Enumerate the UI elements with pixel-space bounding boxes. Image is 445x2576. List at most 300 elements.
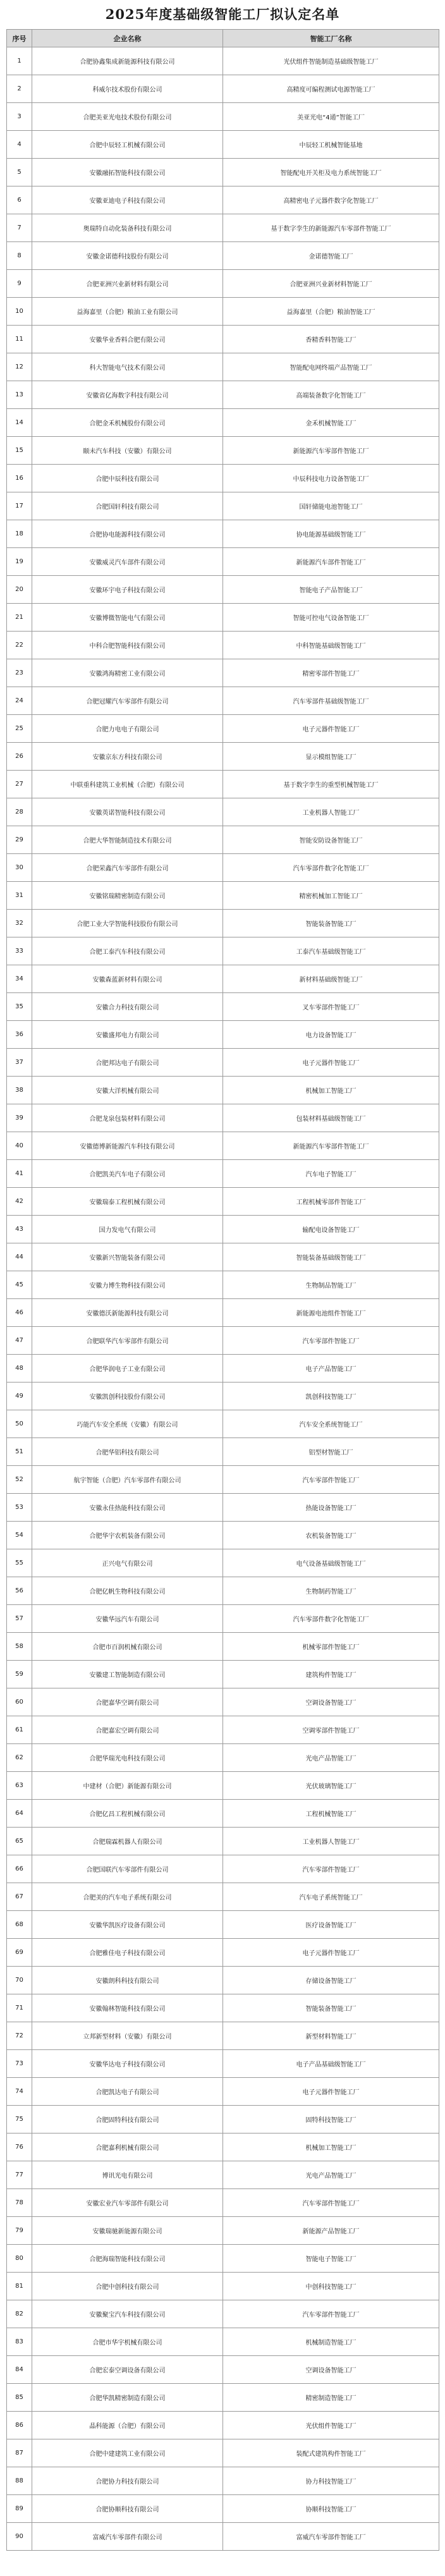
table-row bbox=[7, 75, 439, 103]
factory-name: 光伏玻璃智能工厂 bbox=[223, 1772, 439, 1800]
row-index: 24 bbox=[7, 687, 32, 715]
table-row bbox=[7, 632, 439, 659]
factory-name: 电子产品智能工厂 bbox=[223, 1355, 439, 1383]
factory-name: 光伏组件智能制造基础级智能工厂 bbox=[223, 47, 439, 75]
table-row bbox=[7, 826, 439, 854]
factory-name: 工泰汽车基础级智能工厂 bbox=[223, 937, 439, 965]
table-row bbox=[7, 1188, 439, 1216]
company-name: 安徽盛邦电力有限公司 bbox=[32, 1021, 223, 1049]
factory-name: 协力科技智能工厂 bbox=[223, 2467, 439, 2495]
table-row bbox=[7, 771, 439, 798]
factory-name: 智能电子产品智能工厂 bbox=[223, 576, 439, 604]
factory-name: 电子产品基础级智能工厂 bbox=[223, 2050, 439, 2078]
table-row bbox=[7, 1160, 439, 1188]
factory-name: 国轩储能电池智能工厂 bbox=[223, 492, 439, 520]
row-index: 88 bbox=[7, 2467, 32, 2495]
factory-name: 显示模组智能工厂 bbox=[223, 743, 439, 771]
factory-list-table bbox=[6, 29, 439, 2551]
company-name: 巧能汽车安全系统（安徽）有限公司 bbox=[32, 1410, 223, 1438]
row-index: 77 bbox=[7, 2161, 32, 2189]
row-index: 61 bbox=[7, 1716, 32, 1744]
company-name: 合肥海瑞智能科技有限公司 bbox=[32, 2245, 223, 2273]
company-name: 中联重科建筑工业机械（合肥）有限公司 bbox=[32, 771, 223, 798]
company-name: 合肥中辰科技有限公司 bbox=[32, 465, 223, 492]
table-row bbox=[7, 1633, 439, 1661]
factory-name: 新能源电池组件智能工厂 bbox=[223, 1299, 439, 1327]
factory-name: 金禾机械智能工厂 bbox=[223, 409, 439, 437]
factory-name: 汽车电子智能工厂 bbox=[223, 1160, 439, 1188]
company-name: 安徽华达电子科技有限公司 bbox=[32, 2050, 223, 2078]
factory-name: 叉车零部件智能工厂 bbox=[223, 993, 439, 1021]
row-index: 31 bbox=[7, 882, 32, 910]
factory-name: 智能配电开关柜及电力系统智能工厂 bbox=[223, 159, 439, 186]
factory-name: 高精密电子元器件数字化智能工厂 bbox=[223, 186, 439, 214]
table-row bbox=[7, 1494, 439, 1522]
company-name: 合肥华铝科技有限公司 bbox=[32, 1438, 223, 1466]
company-name: 合肥凯达电子有限公司 bbox=[32, 2078, 223, 2106]
row-index: 68 bbox=[7, 1911, 32, 1939]
row-index: 20 bbox=[7, 576, 32, 604]
company-name: 安徽聚宝汽车科技有限公司 bbox=[32, 2300, 223, 2328]
table-row bbox=[7, 465, 439, 492]
factory-name: 中创科技智能工厂 bbox=[223, 2273, 439, 2300]
header-index: 序号 bbox=[7, 30, 32, 47]
factory-name: 光电产品智能工厂 bbox=[223, 1744, 439, 1772]
company-name: 合肥雅佳电子科技有限公司 bbox=[32, 1939, 223, 1967]
table-row bbox=[7, 1883, 439, 1911]
factory-name: 智能装备智能工厂 bbox=[223, 910, 439, 937]
table-row bbox=[7, 1967, 439, 1994]
row-index: 19 bbox=[7, 548, 32, 576]
table-row bbox=[7, 2273, 439, 2300]
row-index: 62 bbox=[7, 1744, 32, 1772]
factory-name: 工业机器人智能工厂 bbox=[223, 798, 439, 826]
factory-name: 汽车零部件智能工厂 bbox=[223, 1327, 439, 1355]
row-index: 63 bbox=[7, 1772, 32, 1800]
factory-name: 智能装备智能工厂 bbox=[223, 1994, 439, 2022]
factory-name: 汽车安全系统智能工厂 bbox=[223, 1410, 439, 1438]
factory-name: 电子元器件智能工厂 bbox=[223, 1049, 439, 1077]
row-index: 60 bbox=[7, 1688, 32, 1716]
table-row bbox=[7, 214, 439, 242]
table-row bbox=[7, 2300, 439, 2328]
company-name: 合肥协鑫集成新能源科技有限公司 bbox=[32, 47, 223, 75]
row-index: 59 bbox=[7, 1661, 32, 1688]
company-name: 合肥冠耀汽车零部件有限公司 bbox=[32, 687, 223, 715]
table-row bbox=[7, 1327, 439, 1355]
table-row bbox=[7, 1132, 439, 1160]
factory-name: 益海嘉里（合肥）粮油智能工厂 bbox=[223, 298, 439, 326]
company-name: 合肥大华智能制造技术有限公司 bbox=[32, 826, 223, 854]
document-title: 2025年度基础级智能工厂拟认定名单 bbox=[105, 6, 340, 22]
row-index: 21 bbox=[7, 604, 32, 632]
company-name: 安徽宏业汽车零部件有限公司 bbox=[32, 2189, 223, 2217]
row-index: 71 bbox=[7, 1994, 32, 2022]
table-row bbox=[7, 1216, 439, 1243]
factory-name: 合肥亚洲兴业新材料智能工厂 bbox=[223, 270, 439, 298]
row-index: 83 bbox=[7, 2328, 32, 2356]
row-index: 44 bbox=[7, 1243, 32, 1271]
table-row bbox=[7, 1049, 439, 1077]
row-index: 9 bbox=[7, 270, 32, 298]
company-name: 合肥华凯精密制造有限公司 bbox=[32, 2384, 223, 2412]
row-index: 22 bbox=[7, 632, 32, 659]
factory-name: 汽车零部件智能工厂 bbox=[223, 2189, 439, 2217]
table-row bbox=[7, 2189, 439, 2217]
row-index: 4 bbox=[7, 131, 32, 159]
company-name: 安徽铭瑞精密制造有限公司 bbox=[32, 882, 223, 910]
factory-name: 智能配电网终端产品智能工厂 bbox=[223, 353, 439, 381]
table-row bbox=[7, 2106, 439, 2133]
company-name: 安徽金诺德科技股份有限公司 bbox=[32, 242, 223, 270]
table-row bbox=[7, 1410, 439, 1438]
factory-name: 中辰轻工机械智能基地 bbox=[223, 131, 439, 159]
company-name: 合肥瑞霖机器人有限公司 bbox=[32, 1828, 223, 1855]
company-name: 安徽京东方科技有限公司 bbox=[32, 743, 223, 771]
company-name: 合肥亿昌工程机械有限公司 bbox=[32, 1800, 223, 1828]
row-index: 45 bbox=[7, 1271, 32, 1299]
row-index: 5 bbox=[7, 159, 32, 186]
company-name: 立邦新型材料（安徽）有限公司 bbox=[32, 2022, 223, 2050]
table-row bbox=[7, 2523, 439, 2551]
row-index: 66 bbox=[7, 1855, 32, 1883]
table-row bbox=[7, 1271, 439, 1299]
row-index: 3 bbox=[7, 103, 32, 131]
table-body bbox=[7, 47, 439, 2551]
company-name: 中科合肥智能科技有限公司 bbox=[32, 632, 223, 659]
row-index: 11 bbox=[7, 326, 32, 353]
table-row bbox=[7, 1716, 439, 1744]
factory-name: 农机装备智能工厂 bbox=[223, 1522, 439, 1549]
company-name: 合肥市百润机械有限公司 bbox=[32, 1633, 223, 1661]
row-index: 29 bbox=[7, 826, 32, 854]
table-row bbox=[7, 1772, 439, 1800]
company-name: 安徽合力科技有限公司 bbox=[32, 993, 223, 1021]
row-index: 15 bbox=[7, 437, 32, 465]
company-name: 合肥嘉宏空调有限公司 bbox=[32, 1716, 223, 1744]
company-name: 合肥工业大学智能科技股份有限公司 bbox=[32, 910, 223, 937]
factory-name: 中辰科技电力设备智能工厂 bbox=[223, 465, 439, 492]
company-name: 合肥国联汽车零部件有限公司 bbox=[32, 1855, 223, 1883]
factory-name: 装配式建筑构件智能工厂 bbox=[223, 2439, 439, 2467]
factory-name: 存储设备智能工厂 bbox=[223, 1967, 439, 1994]
row-index: 6 bbox=[7, 186, 32, 214]
company-name: 合肥工泰汽车科技有限公司 bbox=[32, 937, 223, 965]
row-index: 2 bbox=[7, 75, 32, 103]
company-name: 益海嘉里（合肥）粮油工业有限公司 bbox=[32, 298, 223, 326]
factory-name: 包装材料基础级智能工厂 bbox=[223, 1104, 439, 1132]
row-index: 8 bbox=[7, 242, 32, 270]
table-row bbox=[7, 1688, 439, 1716]
row-index: 26 bbox=[7, 743, 32, 771]
factory-name: 空调设备智能工厂 bbox=[223, 2356, 439, 2384]
company-name: 合肥嘉华空调有限公司 bbox=[32, 1688, 223, 1716]
factory-name: 精密零部件智能工厂 bbox=[223, 659, 439, 687]
company-name: 科大智能电气技术有限公司 bbox=[32, 353, 223, 381]
factory-name: 协顺科技智能工厂 bbox=[223, 2495, 439, 2523]
factory-name: 光伏组件智能工厂 bbox=[223, 2412, 439, 2439]
company-name: 合肥龙泉包装材料有限公司 bbox=[32, 1104, 223, 1132]
company-name: 合肥凯美汽车电子有限公司 bbox=[32, 1160, 223, 1188]
table-row bbox=[7, 1605, 439, 1633]
company-name: 安徽华业香料合肥有限公司 bbox=[32, 326, 223, 353]
row-index: 41 bbox=[7, 1160, 32, 1188]
row-index: 33 bbox=[7, 937, 32, 965]
company-name: 合肥中建建筑工业有限公司 bbox=[32, 2439, 223, 2467]
row-index: 38 bbox=[7, 1077, 32, 1104]
factory-name: 智能装备基础级智能工厂 bbox=[223, 1243, 439, 1271]
company-name: 航宇智能（合肥）汽车零部件有限公司 bbox=[32, 1466, 223, 1494]
factory-name: 中科智能基础级智能工厂 bbox=[223, 632, 439, 659]
company-name: 国力发电气有限公司 bbox=[32, 1216, 223, 1243]
factory-name: 建筑构件智能工厂 bbox=[223, 1661, 439, 1688]
factory-name: 精密制造智能工厂 bbox=[223, 2384, 439, 2412]
table-row bbox=[7, 381, 439, 409]
row-index: 85 bbox=[7, 2384, 32, 2412]
company-name: 安徽英诺智能科技有限公司 bbox=[32, 798, 223, 826]
company-name: 合肥固特科技有限公司 bbox=[32, 2106, 223, 2133]
table-row bbox=[7, 47, 439, 75]
table-row bbox=[7, 715, 439, 743]
row-index: 90 bbox=[7, 2523, 32, 2551]
factory-name: 固特科技智能工厂 bbox=[223, 2106, 439, 2133]
table-row bbox=[7, 1522, 439, 1549]
row-index: 54 bbox=[7, 1522, 32, 1549]
row-index: 58 bbox=[7, 1633, 32, 1661]
table-row bbox=[7, 910, 439, 937]
factory-name: 工程机械智能工厂 bbox=[223, 1800, 439, 1828]
row-index: 25 bbox=[7, 715, 32, 743]
factory-name: 机械制造智能工厂 bbox=[223, 2328, 439, 2356]
factory-name: 新能源汽车零部件智能工厂 bbox=[223, 437, 439, 465]
company-name: 合肥美亚光电技术股份有限公司 bbox=[32, 103, 223, 131]
table-row bbox=[7, 1021, 439, 1049]
table-row bbox=[7, 1355, 439, 1383]
row-index: 86 bbox=[7, 2412, 32, 2439]
company-name: 合肥中创科技有限公司 bbox=[32, 2273, 223, 2300]
factory-name: 机械加工智能工厂 bbox=[223, 2133, 439, 2161]
factory-name: 机械零部件智能工厂 bbox=[223, 1633, 439, 1661]
row-index: 67 bbox=[7, 1883, 32, 1911]
table-row bbox=[7, 1243, 439, 1271]
table-row bbox=[7, 326, 439, 353]
company-name: 合肥协电能源科技有限公司 bbox=[32, 520, 223, 548]
table-row bbox=[7, 548, 439, 576]
table-row bbox=[7, 1855, 439, 1883]
table-row bbox=[7, 1577, 439, 1605]
company-name: 安徽力博生物科技有限公司 bbox=[32, 1271, 223, 1299]
table-row bbox=[7, 437, 439, 465]
company-name: 安徽新兴智能装备有限公司 bbox=[32, 1243, 223, 1271]
table-row bbox=[7, 1911, 439, 1939]
factory-name: 汽车零部件数字化智能工厂 bbox=[223, 854, 439, 882]
company-name: 安徽华远汽车有限公司 bbox=[32, 1605, 223, 1633]
row-index: 82 bbox=[7, 2300, 32, 2328]
row-index: 42 bbox=[7, 1188, 32, 1216]
row-index: 87 bbox=[7, 2439, 32, 2467]
row-index: 89 bbox=[7, 2495, 32, 2523]
header-factory: 智能工厂名称 bbox=[223, 30, 439, 47]
company-name: 安徽建工智能制造有限公司 bbox=[32, 1661, 223, 1688]
factory-name: 新能源产品智能工厂 bbox=[223, 2217, 439, 2245]
company-name: 安徽威灵汽车部件有限公司 bbox=[32, 548, 223, 576]
company-name: 安徽德博新能源汽车科技有限公司 bbox=[32, 1132, 223, 1160]
table-row bbox=[7, 1549, 439, 1577]
row-index: 74 bbox=[7, 2078, 32, 2106]
row-index: 47 bbox=[7, 1327, 32, 1355]
factory-name: 空调零部件智能工厂 bbox=[223, 1716, 439, 1744]
table-row bbox=[7, 1383, 439, 1410]
factory-name: 汽车零部件基础级智能工厂 bbox=[223, 687, 439, 715]
table-row bbox=[7, 1744, 439, 1772]
factory-name: 新能源汽车零部件智能工厂 bbox=[223, 1132, 439, 1160]
factory-name: 汽车零部件数字化智能工厂 bbox=[223, 1605, 439, 1633]
company-name: 合肥华润电子工业有限公司 bbox=[32, 1355, 223, 1383]
row-index: 27 bbox=[7, 771, 32, 798]
factory-name: 输配电设备智能工厂 bbox=[223, 1216, 439, 1243]
row-index: 72 bbox=[7, 2022, 32, 2050]
table-header-row bbox=[7, 30, 439, 47]
table-row bbox=[7, 743, 439, 771]
company-name: 合肥国轩科技有限公司 bbox=[32, 492, 223, 520]
table-row bbox=[7, 2439, 439, 2467]
company-name: 安徽森蓝新材料有限公司 bbox=[32, 965, 223, 993]
factory-name: 智能可控电气设备智能工厂 bbox=[223, 604, 439, 632]
factory-name: 工业机器人智能工厂 bbox=[223, 1828, 439, 1855]
table-row bbox=[7, 1077, 439, 1104]
row-index: 53 bbox=[7, 1494, 32, 1522]
row-index: 48 bbox=[7, 1355, 32, 1383]
factory-name: 精密机械加工智能工厂 bbox=[223, 882, 439, 910]
factory-name: 汽车电子系统智能工厂 bbox=[223, 1883, 439, 1911]
row-index: 78 bbox=[7, 2189, 32, 2217]
row-index: 7 bbox=[7, 214, 32, 242]
factory-name: 新能源汽车部件智能工厂 bbox=[223, 548, 439, 576]
company-name: 安徽凯创科技股份有限公司 bbox=[32, 1383, 223, 1410]
company-name: 安徽融拓智能科技有限公司 bbox=[32, 159, 223, 186]
factory-name: 新型材料智能工厂 bbox=[223, 2022, 439, 2050]
factory-name: 电子元器件智能工厂 bbox=[223, 2078, 439, 2106]
table-row bbox=[7, 1800, 439, 1828]
factory-name: 美亚光电“4通”智能工厂 bbox=[223, 103, 439, 131]
factory-name: 富威汽车零部件智能工厂 bbox=[223, 2523, 439, 2551]
company-name: 合肥华宇农机装备有限公司 bbox=[32, 1522, 223, 1549]
table-row bbox=[7, 659, 439, 687]
table-row bbox=[7, 1466, 439, 1494]
row-index: 49 bbox=[7, 1383, 32, 1410]
company-name: 安徽亚迪电子科技有限公司 bbox=[32, 186, 223, 214]
table-row bbox=[7, 1299, 439, 1327]
table-row bbox=[7, 2356, 439, 2384]
company-name: 合肥协力科技有限公司 bbox=[32, 2467, 223, 2495]
row-index: 17 bbox=[7, 492, 32, 520]
factory-name: 凯创科技智能工厂 bbox=[223, 1383, 439, 1410]
factory-name: 智能电子智能工厂 bbox=[223, 2245, 439, 2273]
table-row bbox=[7, 2412, 439, 2439]
row-index: 16 bbox=[7, 465, 32, 492]
company-name: 安徽环宇电子科技有限公司 bbox=[32, 576, 223, 604]
company-name: 合肥力电电子有限公司 bbox=[32, 715, 223, 743]
company-name: 富威汽车零部件有限公司 bbox=[32, 2523, 223, 2551]
table-row bbox=[7, 520, 439, 548]
company-name: 合肥亿帆生物科技有限公司 bbox=[32, 1577, 223, 1605]
row-index: 35 bbox=[7, 993, 32, 1021]
table-row bbox=[7, 353, 439, 381]
table-row bbox=[7, 2078, 439, 2106]
table-row bbox=[7, 882, 439, 910]
table-row bbox=[7, 965, 439, 993]
company-name: 合肥联华汽车零部件有限公司 bbox=[32, 1327, 223, 1355]
factory-name: 金诺德智能工厂 bbox=[223, 242, 439, 270]
table-row bbox=[7, 492, 439, 520]
table-row bbox=[7, 687, 439, 715]
factory-name: 香精香料智能工厂 bbox=[223, 326, 439, 353]
row-index: 30 bbox=[7, 854, 32, 882]
row-index: 52 bbox=[7, 1466, 32, 1494]
company-name: 博讯光电有限公司 bbox=[32, 2161, 223, 2189]
table-row bbox=[7, 1104, 439, 1132]
factory-name: 热能设备智能工厂 bbox=[223, 1494, 439, 1522]
table-row bbox=[7, 2022, 439, 2050]
company-name: 中建材（合肥）新能源有限公司 bbox=[32, 1772, 223, 1800]
company-name: 合肥美的汽车电子系统有限公司 bbox=[32, 1883, 223, 1911]
table-row bbox=[7, 242, 439, 270]
row-index: 51 bbox=[7, 1438, 32, 1466]
table-row bbox=[7, 298, 439, 326]
company-name: 晶科能源（合肥）有限公司 bbox=[32, 2412, 223, 2439]
factory-name: 高精度可编程测试电源智能工厂 bbox=[223, 75, 439, 103]
company-name: 合肥协顺科技有限公司 bbox=[32, 2495, 223, 2523]
company-name: 合肥市华宇机械有限公司 bbox=[32, 2328, 223, 2356]
factory-name: 智能安防设备智能工厂 bbox=[223, 826, 439, 854]
factory-name: 空调设备智能工厂 bbox=[223, 1688, 439, 1716]
row-index: 14 bbox=[7, 409, 32, 437]
table-row bbox=[7, 1438, 439, 1466]
row-index: 69 bbox=[7, 1939, 32, 1967]
company-name: 安徽鸿海精密工业有限公司 bbox=[32, 659, 223, 687]
table-row bbox=[7, 1939, 439, 1967]
row-index: 10 bbox=[7, 298, 32, 326]
row-index: 12 bbox=[7, 353, 32, 381]
factory-name: 协电能源基础级智能工厂 bbox=[223, 520, 439, 548]
row-index: 39 bbox=[7, 1104, 32, 1132]
factory-name: 汽车零部件智能工厂 bbox=[223, 1855, 439, 1883]
row-index: 75 bbox=[7, 2106, 32, 2133]
company-name: 合肥嘉利机械有限公司 bbox=[32, 2133, 223, 2161]
company-name: 安徽大洋机械有限公司 bbox=[32, 1077, 223, 1104]
company-name: 合肥中辰轻工机械有限公司 bbox=[32, 131, 223, 159]
factory-name: 工程机械零部件智能工厂 bbox=[223, 1188, 439, 1216]
company-name: 科威尔技术股份有限公司 bbox=[32, 75, 223, 103]
row-index: 80 bbox=[7, 2245, 32, 2273]
table-row bbox=[7, 2133, 439, 2161]
factory-name: 电子元器件智能工厂 bbox=[223, 1939, 439, 1967]
company-name: 合肥宏泰空调设备有限公司 bbox=[32, 2356, 223, 2384]
row-index: 1 bbox=[7, 47, 32, 75]
row-index: 73 bbox=[7, 2050, 32, 2078]
company-name: 合肥华瑞光电科技有限公司 bbox=[32, 1744, 223, 1772]
company-name: 正兴电气有限公司 bbox=[32, 1549, 223, 1577]
table-row bbox=[7, 2384, 439, 2412]
table-row bbox=[7, 2495, 439, 2523]
table-row bbox=[7, 2245, 439, 2273]
factory-name: 机械加工智能工厂 bbox=[223, 1077, 439, 1104]
company-name: 安徽永佳热能科技有限公司 bbox=[32, 1494, 223, 1522]
row-index: 36 bbox=[7, 1021, 32, 1049]
table-row bbox=[7, 103, 439, 131]
row-index: 43 bbox=[7, 1216, 32, 1243]
table-row bbox=[7, 854, 439, 882]
